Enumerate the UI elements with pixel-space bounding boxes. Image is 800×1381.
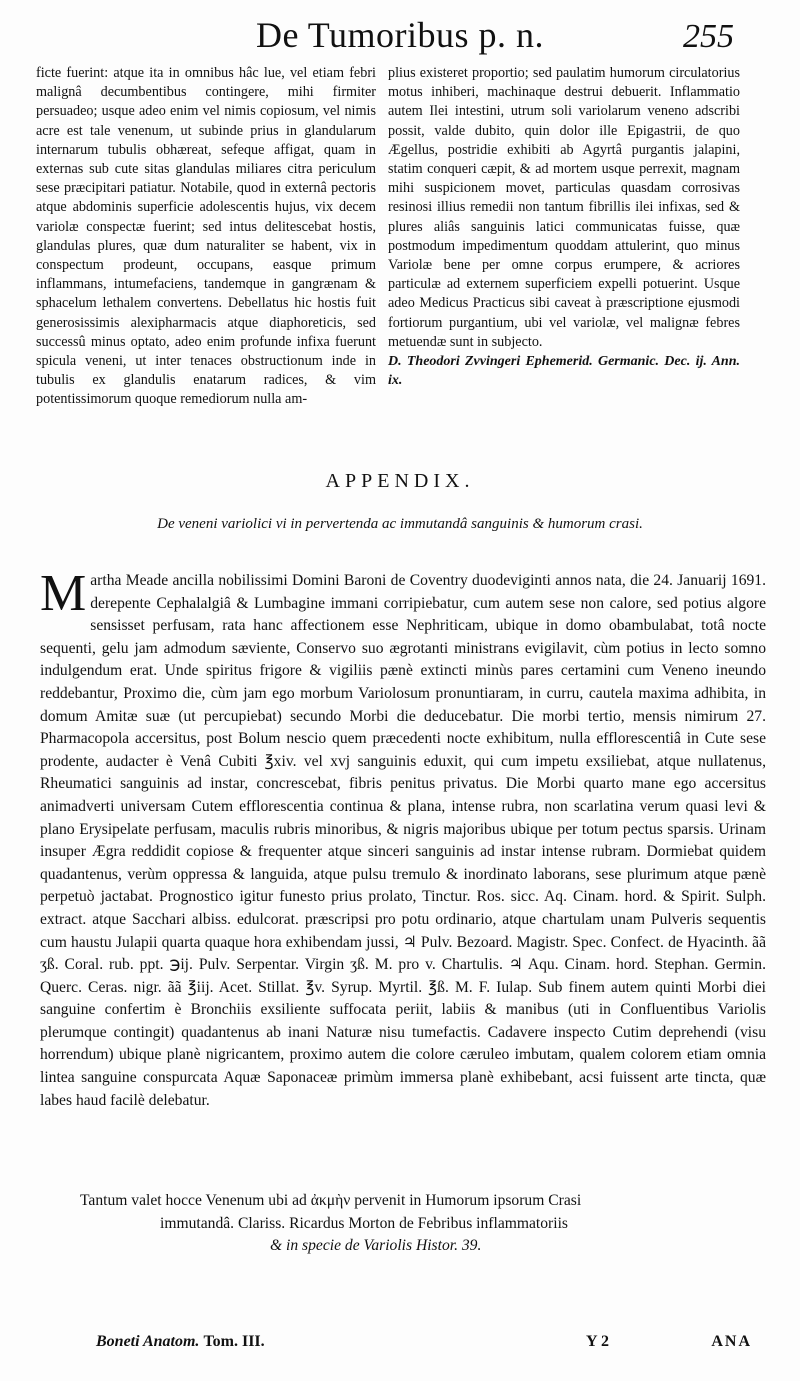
left-column-text: ficte fuerint: atque ita in omnibus hâc lue, vel etiam febri malignâ decumbentibus contingere, mihi firmiter persuadeo; usque adeo enim vel nimis copiosum, vel nimis acre est tale venenum, ut subinde prius in glandularum internarum tubulis obhæreat, sefeque affigat, quam in externas sub cute sitas glandulas miliares citra periculum sese præcipitari patiatur. Notabile, quod in externâ pectoris atque abdominis superficie adolescentis hujus, vix decem variolæ conspectæ fuerint; sed intus delitescebat hostis, glandulas plures, quæ dum naturaliter se habent, vix in conspectum prodeunt, occupans, easque primum inflammans, intumefaciens, tandemque in gangrænam & sphacelum lethalem convertens. Debellatus hic hostis fuit generosissimis alexipharmacis atque diaphoreticis, sed successû minus optato, adeo enim profunde infixa fuerunt spicula veneni, ut inter tenaces obstructionum inde in tubulis ex glandulis enatarum radices, & vim potentissimorum quoque remediorum nulla am-	[36, 65, 376, 408]
running-title: De Tumoribus p. n.	[255, 15, 545, 55]
closing-passage	[40, 1190, 766, 1258]
right-column	[388, 64, 740, 390]
closing-line-1: Tantum valet hocce Venenum ubi ad ἀκμὴν pervenit in Humorum ipsorum Crasi	[80, 1192, 582, 1209]
appendix-body-text: artha Meade ancilla nobilissimi Domini Baroni de Coventry duodeviginti annos nata, die 24. Januarij 1691. derepente Cephalalgiâ & Lumbagine immani corripiebatur, cum autem sese non calore, sed potius algore sensisset perfusam, rata hanc affectionem esse Nephriticam, ubique in domo obambulabat, totâ nocte sequenti, gelu jam admodum sæviente, Conservo suo ægrotanti ministrans evigilavit, cùm potius in lecto somno indulgendum erat. Unde spiritus frigore & vigiliis pænè extincti minùs pares certamini cum Veneno ineundo reddebantur, Proximo die, cùm jam ego morbum Variolosum pronuntiaram, in curru, cautela maxima adhibita, in domum Amitæ suæ (ut percupiebat) secundo Morbi die deducebatur. Die morbi tertio, mensis nimirum 27. Pharmacopola accersitus, post Bolum nescio quem præcedenti nocte exhibitum, nulla efflorescentiâ in Cute sese prodente, audacter è Venâ Cubiti ℥xiv. vel xvj sanguinis eduxit, qui cum impetu exsiliebat, atque nullatenus, Rheumatici sanguinis ad instar, concrescebat, fibris penitus privatus. Die Morbi quarto mane ego accersitus animadverti universam Cutem efflorescentia continua & plana, intense rubra, non scarlatina verum quasi levi & plano Erysipelate perfusam, maculis rubris minoribus, & nigris majoribus ubique per totum pectus sparsis. Urinam insuper Ægra reddidit copiose & frequenter atque sinceri sanguinis ad instar intense rubram. Dormiebat quidem quadantenus, verùm oppressa & languida, atque pulsu tremulo & inordinato laborans, sese plurimum atque pænè perpetuò jactabat. Prognostico igitur funesto prius prolato, Tinctur. Ros. sicc. Aq. Cinam. hord. & Spirit. Sulph. extract. atque Sacchari albiss. edulcorat. præscripsi pro potu ordinario, atque chartulam unam Pulveris sequentis cum haustu Julapii quarta quaque hora exhibendam jussi, ♃ Pulv. Bezoard. Magistr. Spec. Confect. de Hyacinth. ãã ʒß. Coral. rub. ppt. ℈ij. Pulv. Serpentar. Virgin ʒß. M. pro v. Chartulis. ♃ Aqu. Cinam. hord. Stephan. Germin. Querc. Ceras. nigr. ãã ℥iij. Acet. Stillat. ℥v. Syrup. Myrtil. ℥ß. M. F. Iulap. Sub finem autem quinti Morbi diei sanguine confertim è Bronchiis exsiliente suffocata periit, labiis & manibus (uti in Confluentibus Variolis plerumque contingit) quadantenus ab inani Naturæ nisu tumefactis. Cadavere inspecto Cutim deprehendi (visu horrendum) ubique planè nigricantem, proximo autem die colore cæruleo imbutam, qualem colorem etiam omnia lintea sanguine conspurcata Aquæ Saponaceæ primùm immersa planè exhibebant, acsi fuissent arte tincta, quæ labes haud facilè delebatur.	[40, 572, 766, 1109]
footer-signature	[96, 1333, 265, 1351]
signature-mark: Y 2	[586, 1333, 609, 1350]
page-number: 255	[683, 18, 734, 55]
appendix-subheading: De veneni variolici vi in pervertenda ac immutandâ sanguinis & humorum crasi.	[157, 516, 643, 532]
right-column-text: plius existeret proportio; sed paulatim humorum circulatorius motus inhiberi, machinaque destrui debuerit. Inflammatio autem Ilei intestini, utrum soli variolarum veneno adscribi possit, valde dubito, quin dolor ille Epigastrii, de quo Ægellus, postridie exhibiti ab Agyrtâ purgantis jalapini, statim conqueri cæpit, & ad mortem usque perrexit, magnam mihi suspicionem movet, particulas quasdam corrosivas resinosi illius remedii non tantum fibrillis ilei infixas, sed & plures aliâs sanguinis latici communicatas fuisse, quæ postmodum impedimentum quoddam attulerint, quo minus Variolæ bene per omne corpus erumpere, & acriores particulæ ad externem superficiem expelli potuerint. Usque adeo Medicus Practicus sibi caveat à præscriptione ejusmodi fortiorum purgantium, ubi vel variolæ, vel malignæ febres metuendæ sunt in subjecto.	[388, 65, 740, 350]
footer-volume: Tom. III.	[203, 1333, 265, 1350]
catchword: ANA	[711, 1333, 752, 1350]
appendix-body	[40, 565, 766, 1112]
closing-line-2: immutandâ. Clariss. Ricardus Morton de Febribus inflammatoriis	[160, 1214, 568, 1232]
left-column	[36, 64, 376, 410]
drop-capital: M	[40, 565, 87, 622]
right-column-citation: D. Theodori Zvvingeri Ephemerid. Germanic. Dec. ij. Ann. ix.	[388, 354, 740, 389]
footer-signature-title: Boneti Anatom.	[96, 1333, 200, 1350]
appendix-heading: APPENDIX.	[325, 470, 475, 492]
closing-line-3: & in specie de Variolis Histor. 39.	[270, 1237, 482, 1255]
